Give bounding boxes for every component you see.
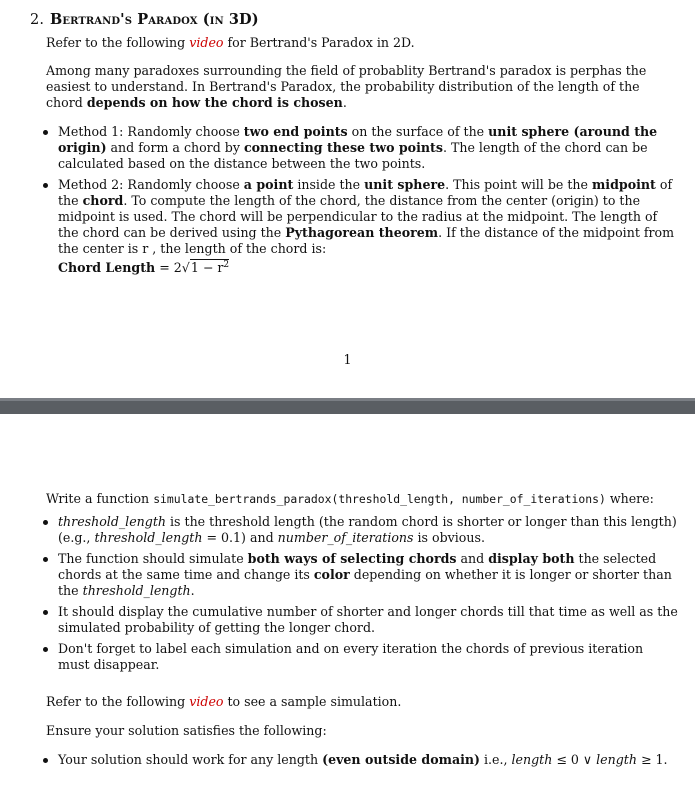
requirements-list [46,514,678,673]
text: Don't forget to label each simulation and on every iteration the chords of previous iteration must disappear. [58,641,644,672]
text: and form a chord by [106,140,244,155]
list-item-length [29,752,678,768]
text: of the [58,177,673,208]
italic-text: length [511,752,553,767]
text: is obvious. [413,530,485,545]
bold-text: chord [82,193,124,208]
italic-text: threshold_length [82,583,191,598]
text: where: [605,491,654,506]
constraints-list [46,752,678,768]
bold-text: midpoint [591,177,656,192]
bullet-icon [43,610,48,615]
list-item-simulate [29,551,678,599]
section-number: 2. [30,12,45,28]
formula-equals: = 2 [155,260,182,275]
bold-text: connecting these two points [243,140,443,155]
list-item-method-2 [29,177,678,276]
text: Method 1: Randomly choose [58,124,244,139]
bold-text: color [313,567,350,582]
bold-text: (even outside domain) [322,752,481,767]
function-signature: simulate_bertrands_paradox(threshold_length, number_of_iterations) [153,492,606,506]
page-number: 1 [343,352,352,367]
text: Write a function [46,491,154,506]
page-separator [0,398,695,414]
text: Refer to the following [46,694,186,709]
italic-text: threshold_length [58,514,167,529]
text: to see a sample simulation. [227,694,402,709]
text: The function should simulate [58,551,248,566]
text: . [190,583,195,598]
text: the selected chords at the same time and change its [58,551,657,582]
bold-text: display both [488,551,575,566]
video-link-2d[interactable]: video [189,35,224,50]
bullet-icon [43,758,48,763]
bullet-icon [43,557,48,562]
bullet-icon [43,130,48,135]
radicand-text: 1 − r [190,260,224,275]
radicand [190,259,229,275]
refer-text-suffix: for Bertrand's Paradox in 2D. [227,35,415,50]
bullet-icon [43,183,48,188]
bold-text: a point [243,177,294,192]
exponent: 2 [223,259,230,270]
formula-label: Chord Length [58,260,156,275]
text: . The length of the chord can be calculated based on the distance between the two points. [58,140,648,171]
bold-text: Pythagorean theorem [285,225,439,240]
italic-text: threshold_length [94,530,203,545]
text: Method 2: Randomly choose [58,177,244,192]
text: ≥ 1. [636,752,668,767]
italic-text: length [596,752,637,767]
list-item-display [29,604,678,636]
video-link-sample[interactable]: video [189,694,224,709]
radical-sign: √ [181,260,190,275]
text: . This point will be the [445,177,592,192]
bold-text: unit sphere [364,177,446,192]
bold-text: both ways of selecting chords [247,551,457,566]
ensure-paragraph [46,723,676,739]
text: depending on whether it is longer or shorter than the [58,567,672,598]
methods-list [46,124,678,276]
intro-text: Among many paradoxes surrounding the field of probablity Bertrand's paradox is perphas the easiest to understand. In Bertrand's Paradox, the probability distribution of the length of the chord [46,63,647,110]
intro-bold: depends on how the chord is chosen [86,95,343,110]
italic-text: number_of_iterations [277,530,414,545]
refer-2d-paragraph [46,35,676,51]
text: = 0.1) and [202,530,278,545]
text: is the threshold length (the random chord is shorter or longer than this length) (e.g., [58,514,677,545]
intro-end: . [342,95,347,110]
bold-text: unit sphere (around the origin) [58,124,658,155]
text: . If the distance of the midpoint from the center is r , the length of the chord is: [58,225,675,256]
chord-length-formula [58,260,678,276]
text: . To compute the length of the chord, the distance from the center (origin) to the midpoint is used. The chord will be perpendicular to the radius at the midpoint. The length of the chord can be derived using the [58,193,658,240]
text: and [456,551,489,566]
text: on the surface of the [347,124,489,139]
text: Your solution should work for any length [58,752,323,767]
bullet-icon [43,520,48,525]
intro-paragraph [46,63,676,111]
text: ≤ 0 ∨ [552,752,597,767]
list-item-threshold [29,514,678,546]
section-title: Bertrand's Paradox (in 3D) [50,11,259,28]
page-2 [0,414,695,785]
section-heading [30,11,259,29]
refer-text: Refer to the following [46,35,186,50]
list-item-label [29,641,678,673]
text: It should display the cumulative number of shorter and longer chords till that time as well as the simulated probability of getting the longer chord. [58,604,678,635]
list-item-method-1 [29,124,678,172]
bullet-icon [43,647,48,652]
bold-text: two end points [243,124,348,139]
function-paragraph [46,491,686,507]
refer-sample-paragraph [46,694,676,710]
text: inside the [293,177,365,192]
ensure-text: Ensure your solution satisfies the following: [46,723,327,738]
text: i.e., [480,752,512,767]
